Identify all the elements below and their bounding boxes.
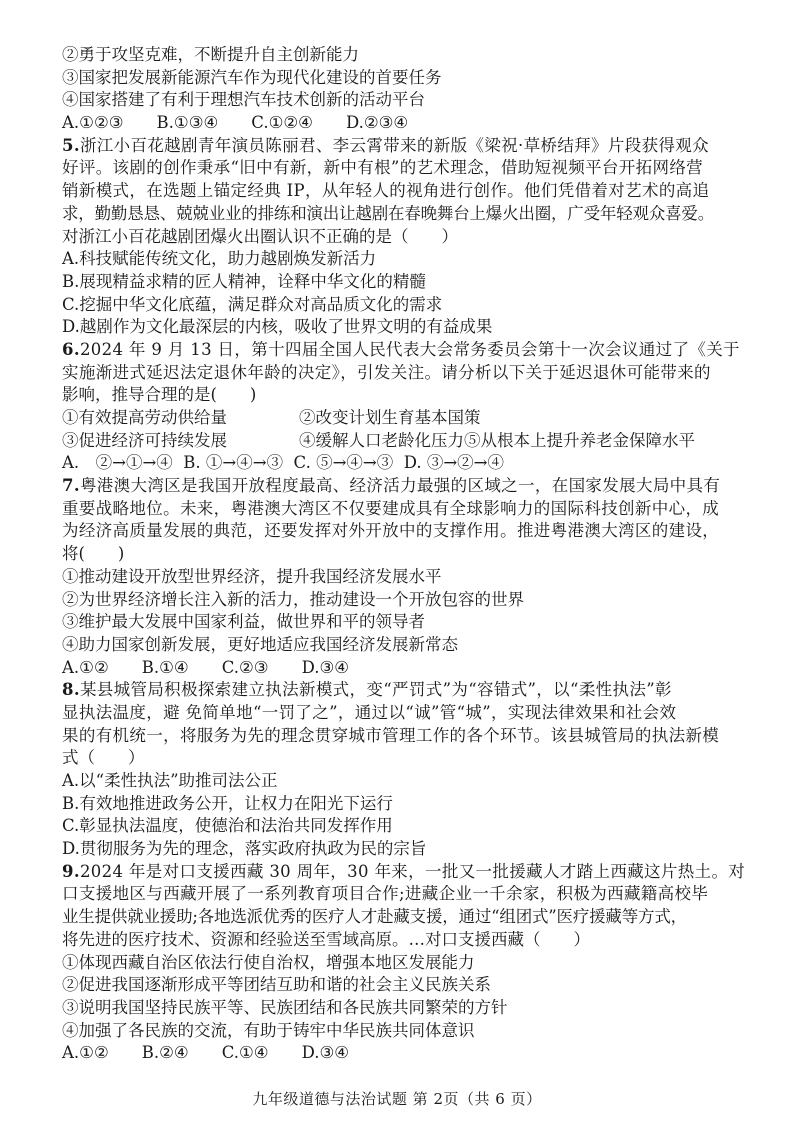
q9-stem-line: 将先进的医疗技术、资源和经验送至雪域高原。…对口支援西藏（ ） [62, 929, 590, 949]
q9-option-2: ②促进我国逐渐形成平等团结互助和谐的社会主义民族关系 [62, 975, 491, 995]
q8-option-b: B.有效地推进政务公开，让权力在阳光下运行 [62, 793, 393, 813]
question-number: 7. [62, 476, 80, 496]
q5-option-b: B.展现精益求精的匠人精神，诠释中华文化的精髓 [62, 271, 426, 291]
q7-stem-line: 将( ) [62, 544, 125, 564]
q6-stem-line: 实施渐进式延迟法定退休年龄的决定》，引发关注。请分析以下关于延迟退休可能带来的 [62, 362, 711, 382]
q7-stem-line [62, 475, 752, 498]
q9-stem-text: 2024 年是对口支援西藏 30 周年，30 年来，一批又一批援藏人才踏上西藏这片热土。对 [79, 861, 746, 881]
q4-option-3: ③国家把发展新能源汽车作为现代化建设的首要任务 [62, 67, 442, 87]
q6-items-row [62, 430, 752, 453]
question-number: 9. [62, 861, 80, 881]
q6-answer-choices: A. ②→①→④ B. ①→④→③ C. ⑤→④→③ D. ③→②→④ [62, 453, 505, 473]
q4-option-2: ②勇于攻坚克难，不断提升自主创新能力 [62, 45, 359, 64]
question-number: 8. [62, 680, 80, 700]
q5-stem-line: 对浙江小百花越剧团爆火出圈认识不正确的是（ ） [62, 226, 458, 246]
q7-stem-text: 粤港澳大湾区是我国开放程度最高、经济活力最强的区域之一，在国家发展大局中具有 [79, 476, 721, 496]
q4-answer-choices: A.①②③ B.①③④ C.①②④ D.②③④ [62, 113, 409, 133]
q4-option-4: ④国家搭建了有利于理想汽车技术创新的活动平台 [62, 90, 425, 110]
q5-stem-line: 销新模式，在选题上锚定经典 IP，从年轻人的视角进行创作。他们凭借着对艺术的高追 [62, 181, 710, 201]
q7-option-1: ①推动建设开放型世界经济，提升我国经济发展水平 [62, 566, 442, 586]
q5-stem-line [62, 135, 752, 158]
exam-body [62, 44, 752, 1065]
q6-item: ④缓解人口老龄化压力⑤从根本上提升养老金保障水平 [299, 430, 695, 450]
q6-item: ②改变计划生育基本国策 [299, 408, 481, 427]
q7-option-4: ④助力国家创新发展，更好地适应我国经济发展新常态 [62, 634, 458, 654]
q7-answer-choices: A.①② B.①④ C.②③ D.③④ [62, 657, 350, 677]
q7-stem-line: 重要战略地位。未来，粤港澳大湾区不仅要建成具有全球影响力的国际科技创新中心，成 [62, 498, 720, 518]
q8-stem-line: 果的有机统一，将服务为先的理念贯穿城市管理工作的各个环节。该县城管局的执法新模 [62, 725, 720, 745]
q6-stem-line: 影响，推导合理的是( ) [62, 385, 257, 405]
q8-stem-text: 某县城管局积极探索建立执法新模式，变“严罚式”为“容错式”，以“柔性执法”彰 [79, 680, 672, 700]
q5-option-c: C.挖掘中华文化底蕴，满足群众对高品质文化的需求 [62, 294, 443, 314]
q8-option-d: D.贯彻服务为先的理念，落实政府执政为民的宗旨 [62, 839, 427, 859]
q5-option-a: A.科技赋能传统文化，助力越剧焕发新活力 [62, 249, 377, 269]
q5-option-d: D.越剧作为文化最深层的内核，吸收了世界文明的有益成果 [62, 317, 493, 337]
q9-stem-line: 口支援地区与西藏开展了一系列教育项目合作;进藏企业一千余家，积极为西藏籍高校毕 [62, 884, 709, 904]
q6-item: ①有效提高劳动供给量 [62, 408, 227, 427]
q6-stem-line [62, 339, 752, 362]
q5-stem-line: 求，勤勤恳恳、兢兢业业的排练和演出让越剧在春晚舞台上爆火出圈，广受年轻观众喜爱。 [62, 203, 715, 223]
q9-answer-choices: A.①② B.②④ C.①④ D.③④ [62, 1043, 350, 1063]
q7-option-3: ③维护最大发展中国家利益，做世界和平的领导者 [62, 612, 425, 632]
q9-stem-line: 业生提供就业援助;各地选派优秀的医疗人才赴藏支援，通过“组团式”医疗援藏等方式， [62, 907, 687, 927]
q9-option-4: ④加强了各民族的交流，有助于铸牢中华民族共同体意识 [62, 1020, 475, 1040]
q8-stem-line: 显执法温度，避 免简单地“一罚了之”，通过以“诚”管“城”，实现法律效果和社会效 [62, 702, 677, 722]
question-number: 5. [62, 135, 80, 155]
q9-option-3: ③说明我国坚持民族平等、民族团结和各民族共同繁荣的方针 [62, 997, 508, 1017]
q8-stem-line [62, 679, 752, 702]
question-number: 6. [62, 339, 80, 359]
q6-items-row [62, 407, 752, 430]
q6-stem-text: 2024 年 9 月 13 日，第十四届全国人民代表大会常务委员会第十一次会议通过了《关于 [79, 339, 740, 359]
q9-option-1: ①体现西藏自治区依法行使自治权，增强本地区发展能力 [62, 952, 475, 972]
q9-stem-line [62, 861, 752, 884]
q5-stem-text: 浙江小百花越剧青年演员陈丽君、李云霄带来的新版《梁祝·草桥结拜》片段获得观众 [79, 135, 709, 155]
page-footer: 九年级道德与法治试题 第 2页（共 6 页） [252, 1090, 542, 1108]
q6-item: ③促进经济可持续发展 [62, 430, 227, 450]
q7-option-2: ②为世界经济增长注入新的活力，推动建设一个开放包容的世界 [62, 589, 524, 609]
q5-stem-line: 好评。该剧的创作秉承“旧中有新，新中有根”的艺术理念，借助短视频平台开拓网络营 [62, 158, 704, 178]
q8-option-a: A.以“柔性执法”助推司法公正 [62, 771, 278, 790]
q8-stem-line: 式（ ） [62, 748, 145, 768]
q8-option-c: C.彰显执法温度，使德治和法治共同发挥作用 [62, 816, 393, 836]
q7-stem-line: 为经济高质量发展的典范，还要发挥对外开放中的支撑作用。推进粤港澳大湾区的建设， [62, 521, 720, 541]
